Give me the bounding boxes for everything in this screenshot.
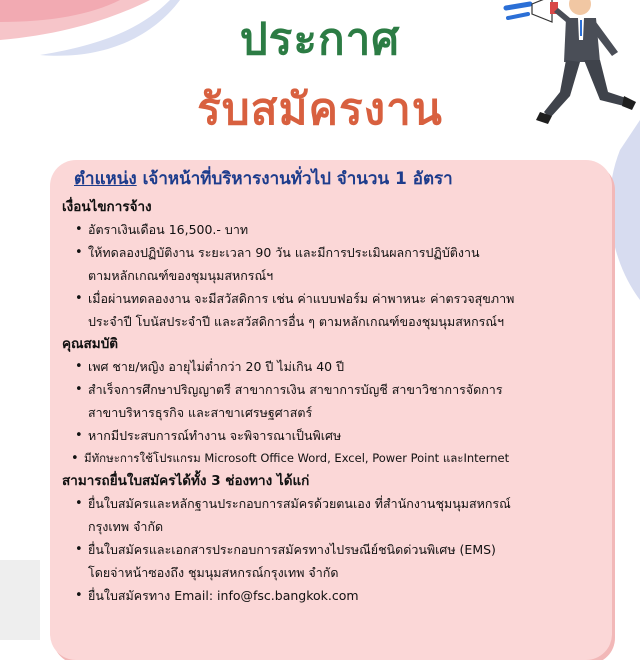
position-label: ตำแหน่ง	[74, 169, 137, 189]
list-item: • เพศ ชาย/หญิง อายุไม่ต่ำกว่า 20 ปี ไม่เกิน 40 ปี	[62, 355, 607, 378]
page-subtitle: รับสมัครงาน	[197, 84, 443, 135]
list-item: • หากมีประสบการณ์ทำงาน จะพิจารณาเป็นพิเศษ	[62, 424, 607, 447]
qualifications-list	[62, 355, 607, 470]
page-title: ประกาศ	[239, 14, 401, 65]
businessman-megaphone-icon	[500, 0, 640, 130]
conditions-list	[62, 218, 607, 333]
list-item: • ยื่นใบสมัครและเอกสารประกอบการสมัครทางไปรษณีย์ชนิดด่วนพิเศษ (EMS) โดยจ่าหน้าซองถึง ชุมนุมสหกรณ์กรุงเทพ จำกัด	[62, 538, 607, 584]
section-title-apply: สามารถยื่นใบสมัครได้ทั้ง 3 ช่องทาง ได้แก่	[62, 473, 310, 489]
list-item: • อัตราเงินเดือน 16,500.- บาท	[62, 218, 607, 241]
section-title-conditions: เงื่อนไขการจ้าง	[62, 199, 152, 215]
position-value: เจ้าหน้าที่บริหารงานทั่วไป จำนวน 1 อัตรา	[142, 169, 453, 189]
list-item: • มีทักษะการใช้โปรแกรม Microsoft Office Word, Excel, Power Point และInternet	[62, 447, 607, 470]
list-item: • สำเร็จการศึกษาปริญญาตรี สาขาการเงิน สาขาการบัญชี สาขาวิชาการจัดการ สาขาบริหารธุรกิจ และสาขาเศรษฐศาสตร์	[62, 378, 607, 424]
list-item: • ยื่นใบสมัครและหลักฐานประกอบการสมัครด้วยตนเอง ที่สำนักงานชุมนุมสหกรณ์ กรุงเทพ จำกัด	[62, 492, 607, 538]
apply-list	[62, 492, 607, 607]
announcement-content	[62, 165, 607, 607]
list-item: • ยื่นใบสมัครทาง Email: info@fsc.bangkok.com	[62, 584, 607, 607]
list-item: • เมื่อผ่านทดลองงาน จะมีสวัสดิการ เช่น ค่าแบบฟอร์ม ค่าพาหนะ ค่าตรวจสุขภาพ ประจำปี โบนัสประจำปี และสวัสดิการอื่น ๆ ตามหลักเกณฑ์ของชุมนุมสหกรณ์ฯ	[62, 287, 607, 333]
section-title-qualifications: คุณสมบัติ	[62, 336, 119, 352]
list-item: • ให้ทดลองปฏิบัติงาน ระยะเวลา 90 วัน และมีการประเมินผลการปฏิบัติงาน ตามหลักเกณฑ์ของชุมนุมสหกรณ์ฯ	[62, 241, 607, 287]
position-line	[74, 165, 607, 192]
